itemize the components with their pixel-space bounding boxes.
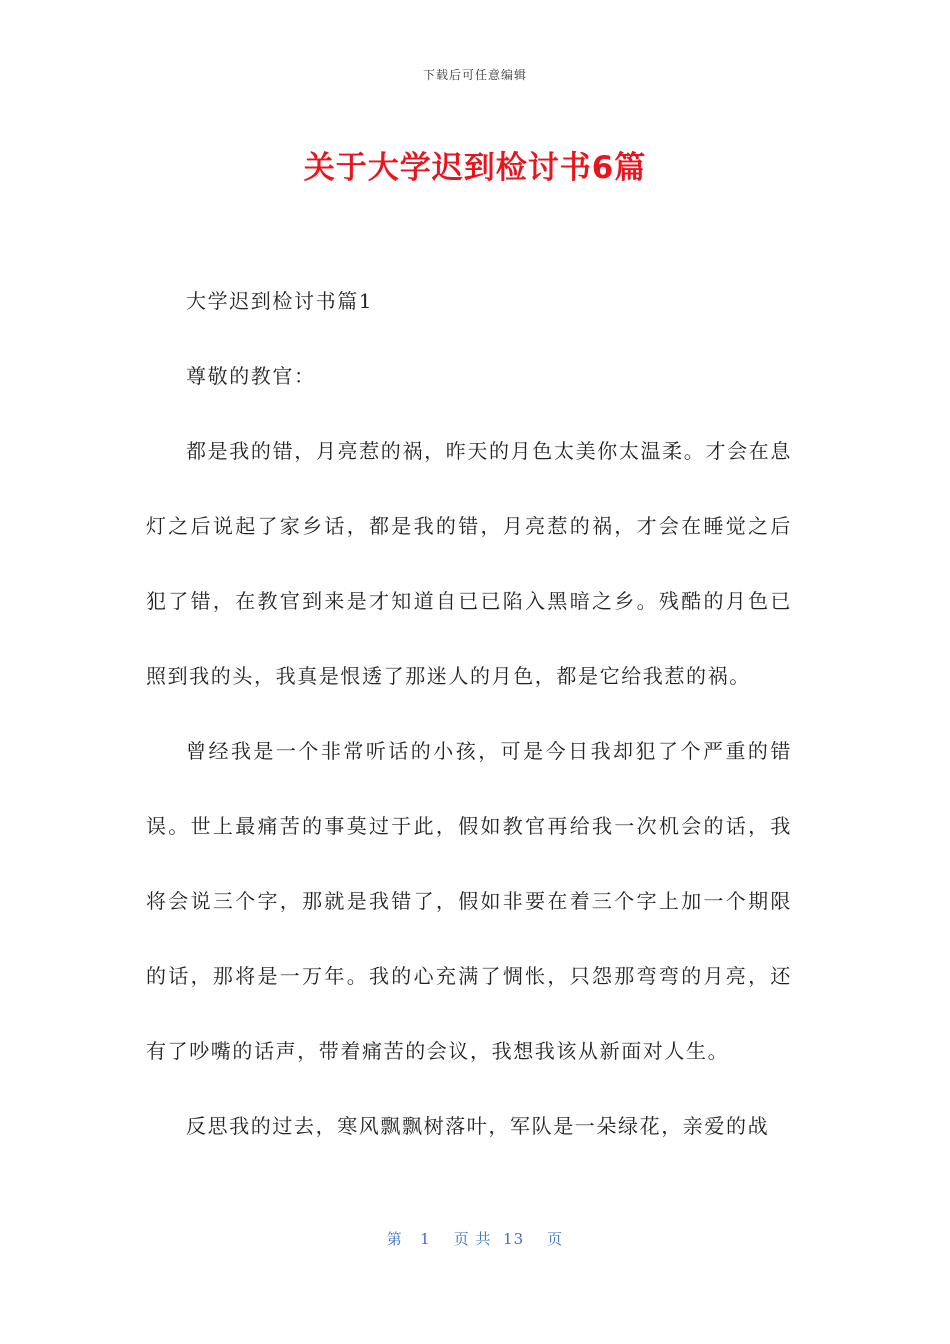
document-title: 关于大学迟到检讨书6篇 xyxy=(303,150,647,186)
body-paragraph: 曾经我是一个非常听话的小孩，可是今日我却犯了个严重的错误。世上最痛苦的事莫过于此，假如教官再给我一次机会的话，我将会说三个字，那就是我错了，假如非要在着三个字上加一个期限的话，那将是一万年。我的心充满了惆怅，只怨那弯弯的月亮，还有了吵嘴的话声，带着痛苦的会议，我想我该从新面对人生。 xyxy=(146,739,792,1063)
header-note: 下载后可任意编辑 xyxy=(422,68,527,82)
page-footer: 第 1 页 共 13 页 xyxy=(386,1230,564,1248)
body-paragraph: 都是我的错，月亮惹的祸，昨天的月色太美你太温柔。才会在息灯之后说起了家乡话，都是我的错，月亮惹的祸，才会在睡觉之后犯了错，在教官到来是才知道自已已陷入黑暗之乡。残酷的月色已照到我的头，我真是恨透了那迷人的月色，都是它给我惹的祸。 xyxy=(146,439,792,688)
document-body xyxy=(146,264,792,1164)
body-paragraph: 反思我的过去，寒风飘飘树落叶，军队是一朵绿花，亲爱的战 xyxy=(186,1114,770,1138)
salutation: 尊敬的教官： xyxy=(186,364,316,388)
section-heading: 大学迟到检讨书篇1 xyxy=(186,289,374,313)
